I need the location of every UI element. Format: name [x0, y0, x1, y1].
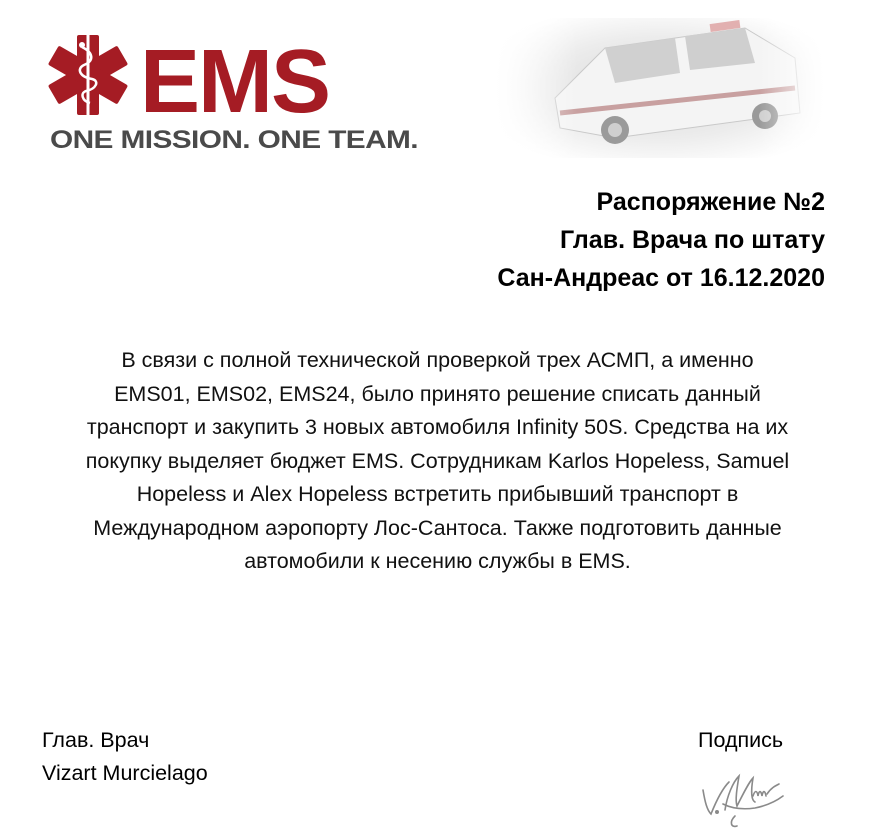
body-line: автомобили к несению службы в EMS.	[244, 549, 631, 573]
signatory-position: Глав. Врач	[42, 728, 150, 752]
title-line-order: Распоряжение №2	[596, 188, 825, 216]
body-line: Hopeless и Alex Hopeless встретить прибывший транспорт в	[136, 482, 739, 506]
title-line-date: Сан-Андреас от 16.12.2020	[497, 264, 825, 292]
body-line: Международном аэропорту Лос-Сантоса. Также подготовить данные	[93, 515, 782, 540]
ems-logo	[48, 28, 428, 158]
document-title	[497, 183, 825, 297]
handwritten-signature	[695, 760, 790, 832]
star-of-life-icon	[48, 35, 128, 117]
signatory-name: Vizart Murcielago	[42, 761, 208, 785]
signature-label: Подпись	[698, 728, 784, 752]
body-line: покупку выделяет бюджет EMS. Сотрудникам Karlos Hopeless, Samuel	[85, 448, 790, 473]
body-line: В связи с полной технической проверкой трех АСМП, а именно	[121, 348, 754, 372]
order-body	[30, 344, 845, 579]
logo-text: EMS	[140, 32, 330, 132]
ambulance-photo	[495, 18, 825, 158]
signatory-block	[42, 724, 208, 790]
body-line: EMS01, EMS02, EMS24, было принято решение списать данный	[114, 381, 761, 406]
title-line-issuer: Глав. Врача по штату	[559, 226, 825, 254]
body-line: транспорт и закупить 3 новых автомобиля Infinity 50S. Средства на их	[86, 415, 789, 439]
logo-tagline: ONE MISSION. ONE TEAM.	[50, 126, 418, 154]
